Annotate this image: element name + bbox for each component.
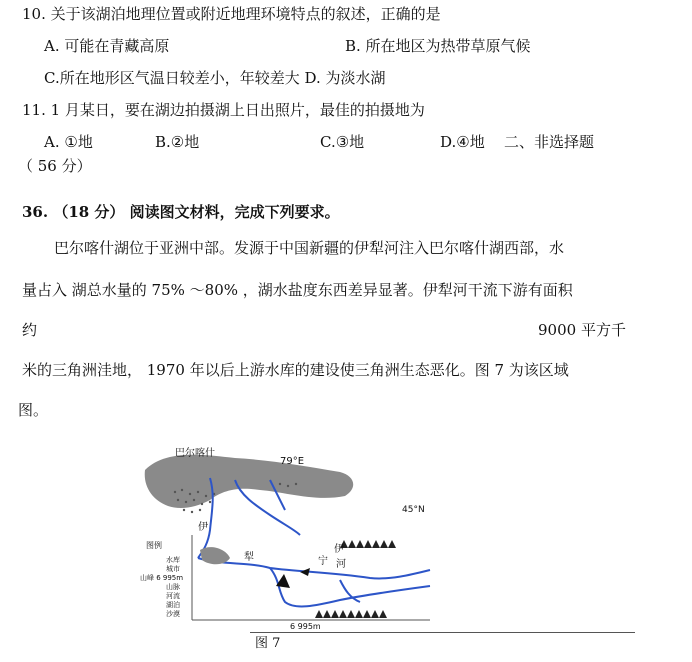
q10-option-b: B. 所在地区为热带草原气候	[345, 37, 531, 55]
section-heading: 二、非选择题	[504, 133, 595, 151]
legend-item-peak: 山峰 6 995m	[140, 574, 184, 582]
legend-item-city: 城市	[166, 565, 180, 573]
q11-option-b: B.②地	[155, 133, 200, 151]
q36-header: 36. （18 分） 阅读图文材料，完成下列要求。	[22, 203, 340, 221]
river-ili	[198, 558, 430, 578]
q11-option-a: A. ①地	[44, 133, 93, 151]
latitude-label: 45°N	[402, 505, 425, 515]
river-char-1: 伊	[198, 522, 208, 533]
q36-paragraph-line-1: 巴尔喀什湖位于亚洲中部。发源于中国新疆的伊犁河注入巴尔喀什湖西部，水	[54, 239, 565, 257]
legend-item-reservoir: 水库	[166, 556, 180, 564]
q36-paragraph-line-3a: 约	[22, 321, 38, 339]
q36-paragraph-line-3b: 9000 平方千	[538, 321, 626, 339]
q10-stem: 10. 关于该湖泊地理位置或附近地理环境特点的叙述，正确的是	[22, 5, 441, 23]
lake-label: 巴尔喀什	[175, 448, 215, 459]
peak-triangle	[276, 574, 290, 588]
q36-paragraph-line-4: 米的三角洲洼地， 1970 年以后上游水库的建设使三角洲生态恶化。图 7 为该区域	[22, 361, 569, 379]
q11-stem: 11. 1 月某日，要在湖边拍摄湖上日出照片，最佳的拍摄地为	[22, 101, 425, 119]
reservoir-shape	[200, 547, 230, 564]
legend-title: 图例	[146, 541, 162, 550]
q10-option-cd: C.所在地形区气温日较差小，年较差大 D. 为淡水湖	[44, 69, 386, 87]
section-points: （ 56 分）	[18, 157, 92, 175]
legend-item-river: 河流	[166, 592, 180, 600]
river-char-3: 河	[336, 559, 346, 570]
figure-caption: 图 7	[255, 636, 281, 651]
legend-item-range: 山脉	[166, 583, 180, 591]
legend-item-desert: 沙漠	[166, 610, 180, 618]
peak-elevation-label: 6 995m	[290, 622, 321, 631]
legend-item-lake: 湖泊	[166, 601, 180, 609]
caption-divider	[250, 632, 635, 633]
q10-option-a: A. 可能在青藏高原	[44, 37, 170, 55]
city-marker	[300, 568, 310, 576]
city-char-1: 伊	[334, 544, 344, 555]
q36-paragraph-line-2: 量占入 湖总水量的 75% ～80% ，湖水盐度东西差异显著。伊犁河干流下游有面积	[22, 281, 573, 299]
q11-option-c: C.③地	[320, 133, 365, 151]
river-lower	[270, 568, 430, 606]
city-char-2: 宁	[318, 556, 328, 567]
river-char-2: 犁	[244, 552, 254, 563]
region-map	[140, 440, 440, 635]
longitude-label: 79°E	[280, 456, 305, 467]
q36-paragraph-line-5: 图。	[18, 401, 49, 419]
q11-option-d: D.④地	[440, 133, 485, 151]
